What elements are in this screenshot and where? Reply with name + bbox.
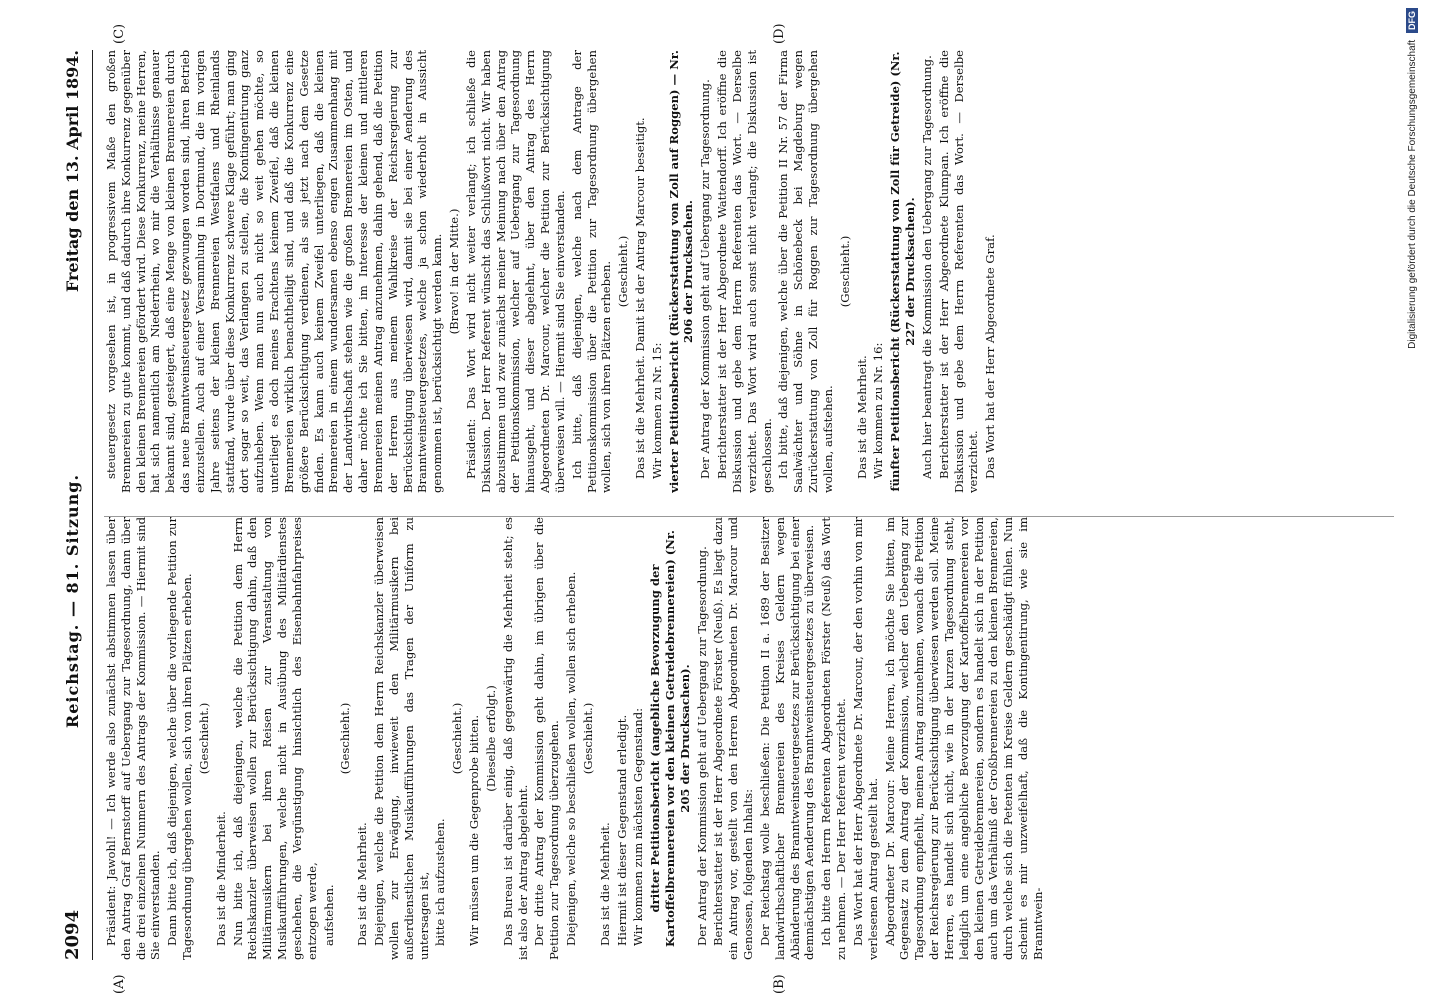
text-columns <box>104 50 1394 960</box>
paragraph: Das ist die Mehrheit. <box>854 355 869 479</box>
margin-label-d: (D) <box>772 23 787 44</box>
paragraph: aufstehen. <box>321 884 336 946</box>
paragraph: Wir kommen zu Nr. 15: <box>649 342 664 479</box>
paragraph: dritter Petitionsbericht (angebliche Bevorzugung der Kartoffelbrennereien vor den kleinen Getreidebrennereien) (Nr. 205 der Drucksachen). <box>648 530 692 947</box>
page-header <box>52 50 93 960</box>
paragraph: Nun bitte ich, daß diejenigen, welche die Petition dem Herrn Reichskanzler überweisen wollen zur Berücksichtigung dahin, daß den Militärmusikern bei ihren Reisen zur Veranstaltung von Musikaufführungen, welche nicht in Ausübung des Militärdienstes geschehen, die Vergünstigung hinsichtlich des Eisenbahnfahrpreises entzogen werde, <box>230 517 319 960</box>
margin-label-c: (C) <box>112 23 127 44</box>
paragraph: (Geschieht.) <box>196 702 211 775</box>
paragraph: Wir kommen zu Nr. 16: <box>871 342 886 479</box>
paragraph: Das ist die Mehrheit. <box>597 822 612 946</box>
page-number: 2094 <box>61 909 83 960</box>
paragraph: steuergesetz vorgesehen ist, in progressivem Maße den großen Brennereien zu gute kommt, und daß dadurch ihre Konkurrenz gegenüber den kleinen Brennereien gefördert wird. Diese Konkurrenz, meine Herren, hat sich namentlich am Niederrhein, wo mir die Verhältnisse genauer bekannt sind, gesteigert, daß eine Menge von kleinen Brennereien durch das neue Branntweinsteuergesetz gezwungen worden sind, ihren Betrieb einzustellen. Auch auf einer Versammlung in Dortmund, die im vorigen Jahre seitens der kleinen Brennereien Westfalens und Rheinlands stattfand, wurde über diese Konkurrenz schwere Klage geführt; man ging dort sogar so weit, das Verlangen zu stellen, die Kontingentirung ganz aufzuheben. Wenn man nun auch nicht so weit gehen möchte, so unterliegt es doch meines Erachtens keinem Zweifel, daß die kleinen Brennereien wirklich benachtheiligt sind, und daß die Konkurrenz eine größere Berücksichtigung verdienen, als sie jetzt nach dem Gesetze finden. Es kann auch keinem Zweifel unterliegen, daß die kleinen Brennereien in einem wundersamen ebenso engen Zusammenhang mit der Landwirthschaft stehen wie die großen Brennereien im Osten, und daher möchte ich Sie bitten, im Interesse der kleinen und mittleren Brennereien meinen Antrag anzunehmen, dahin gehend, daß die Petition der Herren aus meinem Wahlkreise der Reichsregierung zur Berücksichtigung überwiesen wird, damit sie bei einer Aenderung des Branntweinsteuergesetzes, welche ja schon wiederholt in Aussicht genommen ist, berücksichtigt werden kann. <box>104 50 445 493</box>
paragraph: Ich bitte, daß diejenigen, welche nach dem Antrage der Petitionskommission über die Petition zur Tagesordnung übergehen wollen, sich von ihren Plätzen erheben. <box>569 50 614 493</box>
paragraph: (Geschieht.) <box>450 702 465 775</box>
paragraph: Ich bitte den Herrn Referenten Abgeordneten Förster (Neuß) das Wort zu nehmen. — Der Herr Referent verzichtet. <box>819 517 849 960</box>
margin-label-a: (A) <box>112 974 127 994</box>
session-date: Freitag den 13. April 1894. <box>62 50 82 293</box>
paragraph: fünfter Petitionsbericht (Rückerstattung von Zoll für Getreide) (Nr. 227 der Drucksachen). <box>888 51 918 492</box>
dfg-logo: DFG <box>1406 8 1418 33</box>
margin-label-b: (B) <box>772 974 787 994</box>
paragraph: (Geschieht.) <box>580 702 595 775</box>
paragraph: (Geschieht.) <box>338 702 353 775</box>
paragraph: Auch hier beantragt die Kommission den Uebergang zur Tagesordnung. <box>919 55 934 479</box>
paragraph: Das ist die Minderheit. <box>213 811 228 946</box>
paragraph: Das ist die Mehrheit. Damit ist der Antrag Marcour beseitigt. <box>632 117 647 479</box>
paragraph: Der Reichstag wolle beschließen: Die Petition II a. 1689 der Besitzer landwirthschaftlicher Brennereien des Kreises Geldern wegen Abänderung des Branntweinsteuergesetzes zur Berücksichtigung bei einer demnächstigen Aenderung des Branntweinsteuergesetzes zu überweisen. <box>757 517 817 960</box>
digitization-text: Digitalisierung gefördert durch die Deutsche Forschungsgemeinschaft <box>1407 39 1418 349</box>
paragraph: Das Wort hat der Herr Abgeordnete Dr. Marcour, der den vorhin von mir verlesenen Antrag gestellt hat. <box>850 517 880 960</box>
paragraph: Der Antrag der Kommission geht auf Uebergang zur Tagesordnung. <box>698 79 713 479</box>
paragraph: Berichterstatter ist der Herr Abgeordnete Wattendorff. Ich eröffne die Diskussion und gebe dem Herrn Referenten das Wort. — Derselbe verzichtet. Das Wort wird auch sonst nicht verlangt; die Diskussion ist geschlossen. <box>715 50 774 493</box>
paragraph: Der dritte Antrag der Kommission geht dahin, im übrigen über die Petition zur Tagesordnung überzugehen. <box>532 517 562 960</box>
paragraph: Berichterstatter ist der Herr Abgeordnete Klumpan. Ich eröffne die Diskussion und gebe dem Herrn Referenten das Wort. — Derselbe verzichtet. <box>936 50 981 493</box>
left-column <box>104 517 1394 960</box>
paragraph: Diejenigen, welche die Petition dem Herrn Reichskanzler überweisen wollen zur Erwägung, inwieweit den Militärmusikern bei außerdienstlichen Musikaufführungen das Tragen der Uniform zu untersagen ist, <box>372 517 431 960</box>
paragraph: Das Bureau ist darüber einig, daß gegenwärtig die Mehrheit steht; es ist also der Antrag abgelehnt. <box>500 517 530 960</box>
paragraph: Diejenigen, welche so beschließen wollen, wollen sich erheben. <box>564 571 579 946</box>
paragraph: Präsident: Jawohl! — Ich werde also zunächst abstimmen lassen über den Antrag Graf Bernstorff auf Uebergang zur Tagesordnung, dann über die drei einzelnen Nummern des Antrags der Kommission. — Hiermit sind Sie einverstanden. <box>104 517 163 960</box>
paragraph: (Bravo! in der Mitte.) <box>447 208 462 335</box>
paragraph: Präsident: Das Wort wird nicht weiter verlangt; ich schließe die Diskussion. Der Herr Referent wünscht das Schlußwort nicht. Wir haben abzustimmen und zwar zunächst meiner Meinung nach über den Antrag der Petitionskommission, welcher auf Uebergang zur Tagesordnung hinausgeht, und dieser abgelehnt, über den Antrag des Herrn Abgeordneten Dr. Marcour, welcher die Petition zur Berücksichtigung überweisen will. — Hiermit sind Sie einverstanden. <box>463 50 567 493</box>
paragraph: (Dieselbe erfolgt.) <box>483 685 498 792</box>
paragraph: Das Wort hat der Herr Abgeordnete Graf. <box>983 234 998 479</box>
paragraph: Der Antrag der Kommission geht auf Uebergang zur Tagesordnung. <box>694 546 709 946</box>
paragraph: bitte ich aufzustehen. <box>433 818 448 946</box>
paragraph: Abgeordneter Dr. Marcour: Meine Herren, ich möchte Sie bitten, im Gegensatz zu dem Antrag der Kommission, welcher den Uebergang zur Tagesordnung empfiehlt, meinen Antrag anzunehmen, wonach die Petition der Reichsregierung zur Berücksichtigung überwiesen werden soll. Meine Herren, es handelt sich nicht, wie in der kurzen Tagesordnung steht, lediglich um eine angebliche Bevorzugung der Kartoffelbrennereien vor den kleinen Getreidebrennereien, sondern es handelt sich in der Petition auch um das Verhältniß der Großbrennereien zu den kleinen Brennereien, durch welche sich die Petenten im Kreise Geldern geschädigt fühlen. Nun scheint es mir unzweifelhaft, daß die Kontingentirung, wie sie im Branntwein- <box>882 517 1045 960</box>
page-content <box>52 23 1402 994</box>
paragraph: Hiermit ist dieser Gegenstand erledigt. <box>614 714 629 946</box>
paragraph: (Geschieht.) <box>837 235 852 308</box>
paragraph: Das ist die Mehrheit. <box>355 822 370 946</box>
paragraph: Ich bitte, daß diejenigen, welche über die Petition II Nr. 57 der Firma Saalwächter und Söhne in Schönebeck bei Magdeburg wegen Zurückerstattung von Zoll für Roggen zur Tagesordnung übergehen wollen, aufstehen. <box>776 50 835 493</box>
paragraph: Dann bitte ich, daß diejenigen, welche über die vorliegende Petition zur Tagesordnung übergehen wollen, sich von ihren Plätzen erheben. <box>165 517 195 960</box>
right-column <box>104 50 1394 493</box>
paragraph: vierter Petitionsbericht (Rückerstattung von Zoll auf Roggen) — Nr. 206 der Drucksachen. <box>666 50 696 493</box>
digitization-note <box>1400 8 1428 992</box>
session-title: Reichstag. — 81. Sitzung. <box>62 473 82 729</box>
paragraph: Wir müssen um die Gegenprobe bitten. <box>467 714 482 946</box>
paragraph: (Geschieht.) <box>616 235 631 308</box>
paragraph: Wir kommen zum nächsten Gegenstand: <box>631 707 646 946</box>
paragraph: Berichterstatter ist der Herr Abgeordnete Förster (Neuß). Es liegt dazu ein Antrag vor, gestellt von den Herren Abgeordneten Dr. Marcour und Genossen, folgenden Inhalts: <box>711 517 756 960</box>
